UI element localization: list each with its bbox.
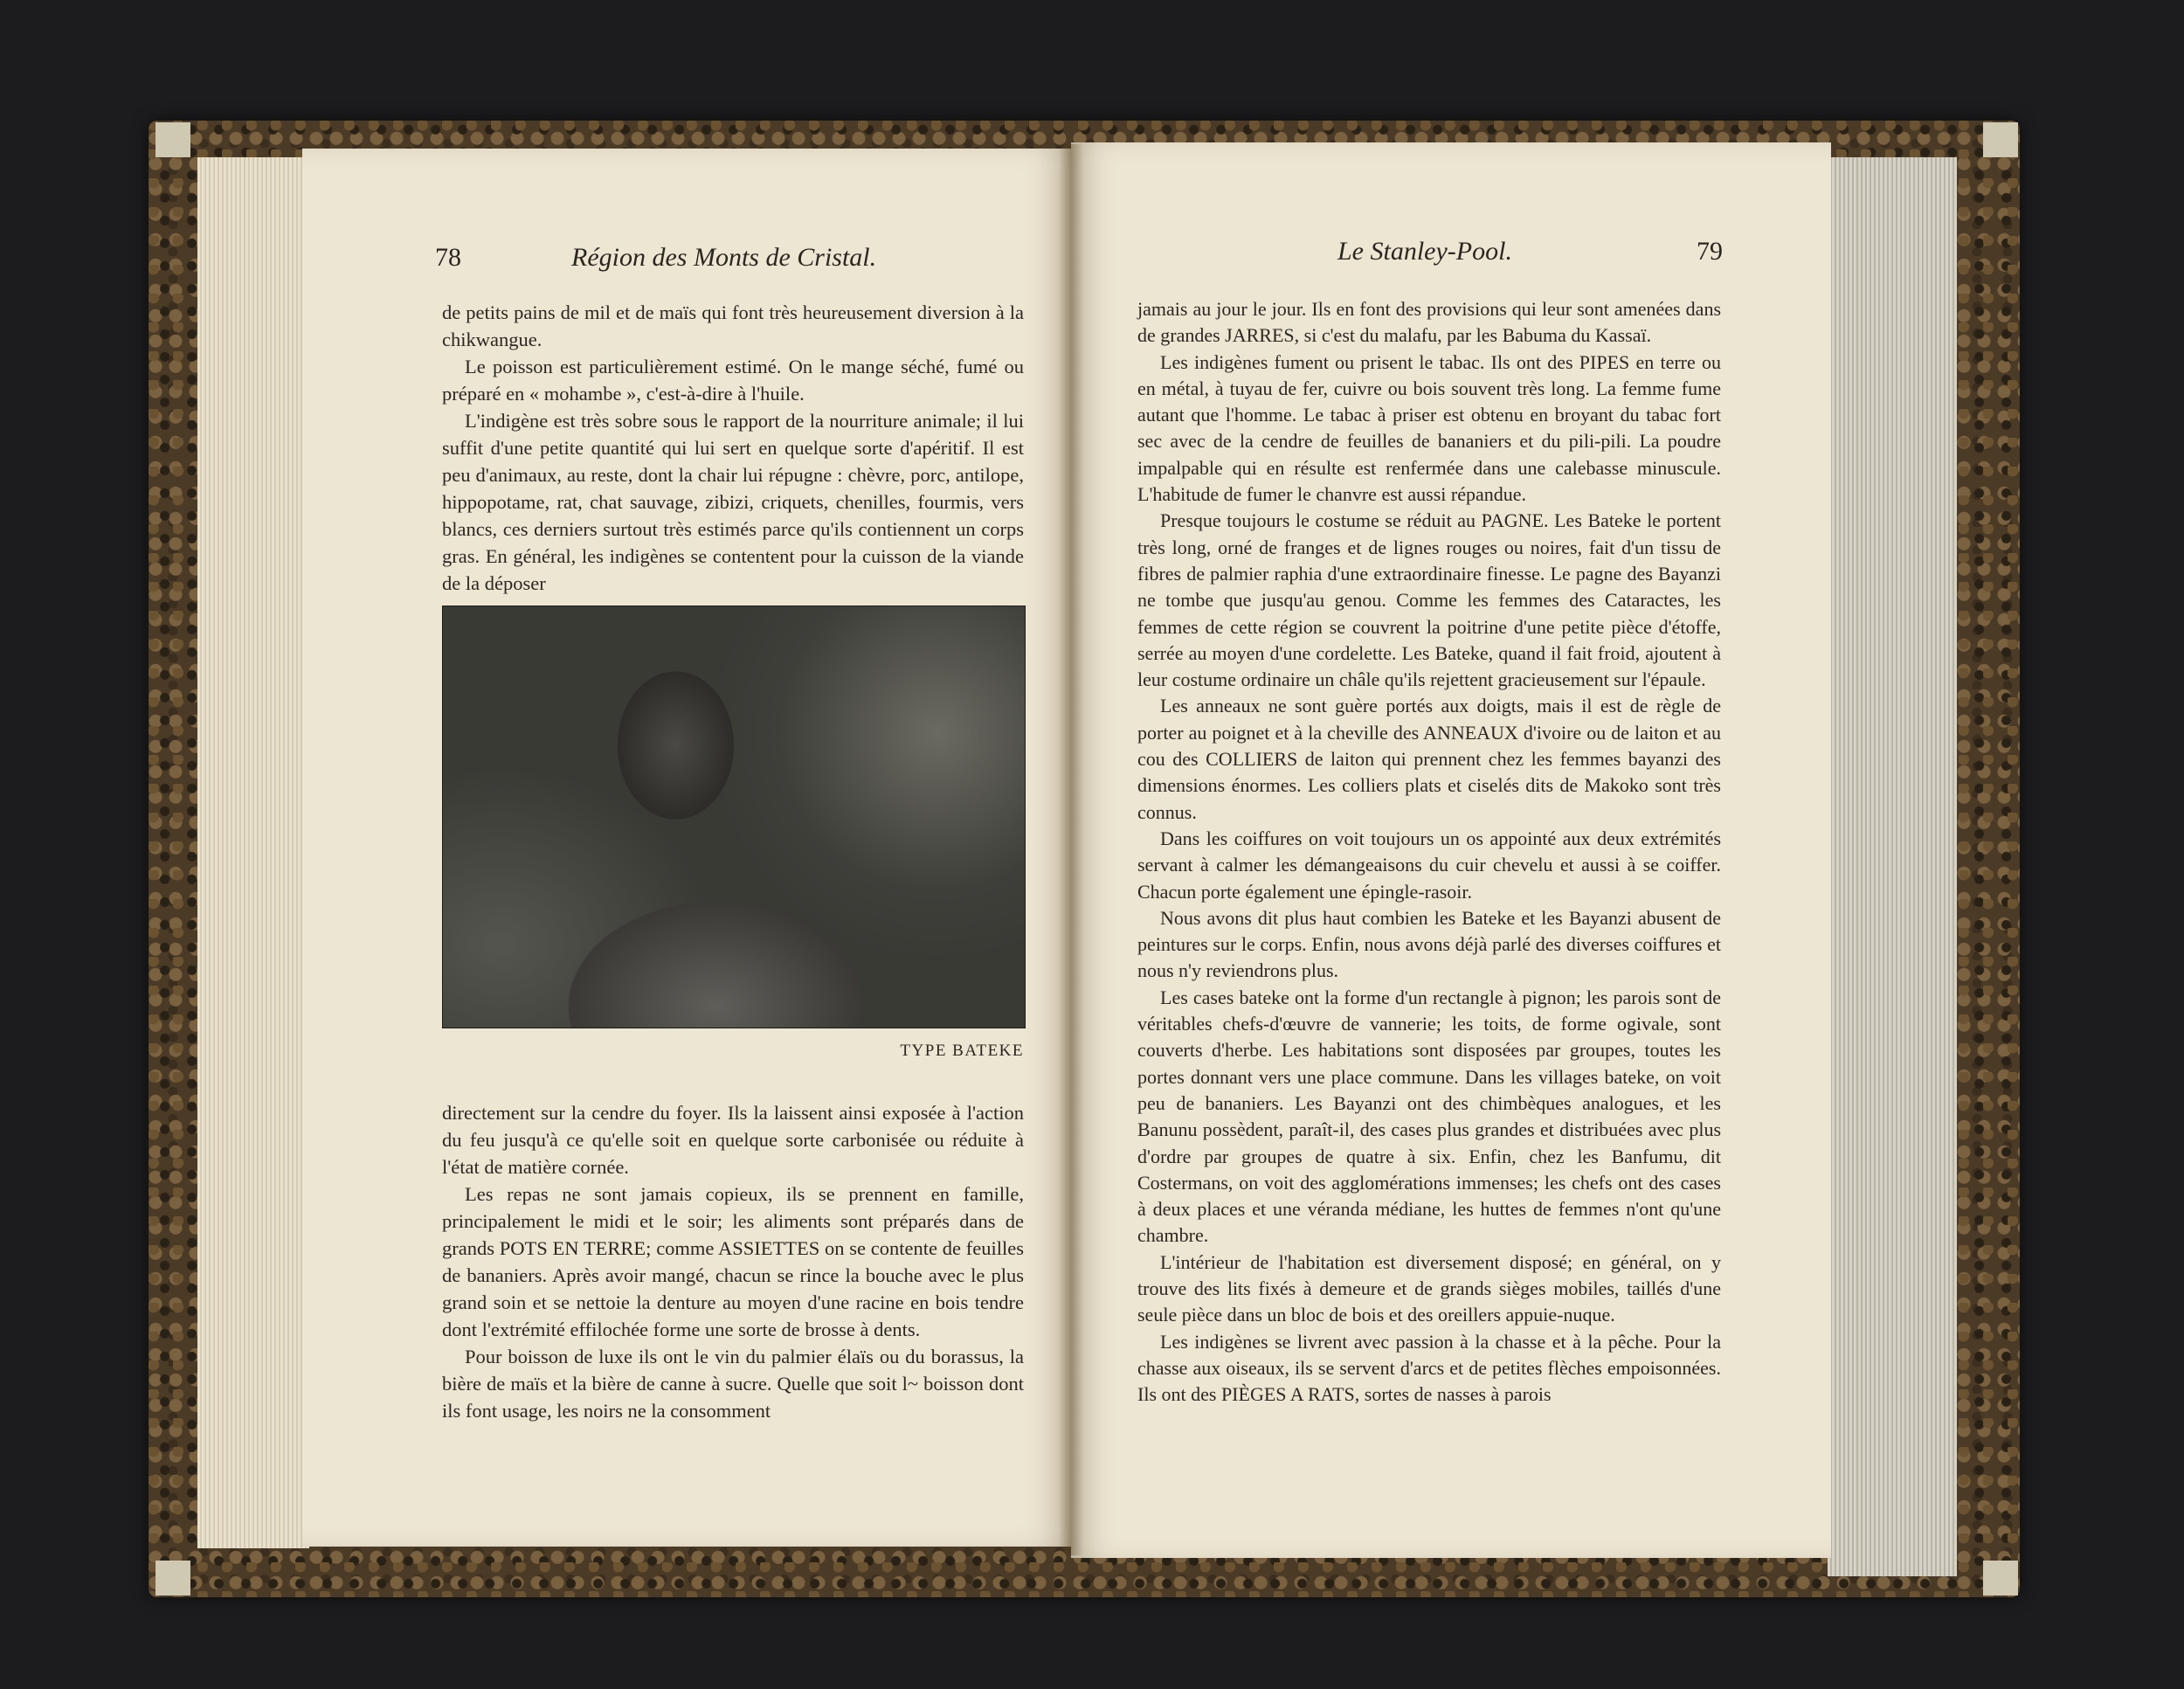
paragraph: L'indigène est très sobre sous le rapport de la nourriture animale; il lui suffit d'une petite quantité qui lui sert en quelque sorte d'apéritif. Il est peu d'animaux, au reste, dont la chair lui répugne : chèvre, porc, antilope, hippopotame, rat, chat sauvage, zibizi, criquets, chenilles, fourmis, vers blancs, ces derniers surtout très estimés parce qu'ils contiennent un corps gras. En général, les indigènes se contentent pour la cuisson de la viande de la déposer — [442, 410, 1024, 594]
cover-corner — [1983, 1561, 2018, 1596]
paragraph: Les indigènes se livrent avec passion à la chasse et à la pêche. Pour la chasse aux oiseaux, ils se servent d'arcs et de petites flèches empoisonnées. Ils ont des PIÈGES A RATS, sortes de nasses à parois — [1137, 1330, 1721, 1406]
paragraph: Dans les coiffures on voit toujours un os appointé aux deux extrémités servant à calmer les démangeaisons du cuir chevelu et aussi à se coiffer. Chacun porte également une épingle-rasoir. — [1137, 827, 1721, 903]
right-text — [1137, 296, 1721, 1408]
page-edges-left — [197, 157, 309, 1548]
paragraph: de petits pains de mil et de maïs qui font très heureusement diversion à la chikwangue. — [442, 301, 1024, 350]
cover-corner — [1983, 122, 2018, 157]
right-running-title: Le Stanley-Pool. — [1337, 237, 1512, 266]
portrait-photo — [442, 606, 1026, 1028]
right-page — [1071, 142, 1831, 1558]
book-gutter — [1059, 144, 1083, 1555]
left-page-number: 78 — [435, 243, 461, 272]
paragraph: Les indigènes fument ou prisent le tabac. Ils ont des PIPES en terre ou en métal, à tuyau de fer, cuivre ou bois souvent très long. La femme fume autant que l'homme. Le tabac à priser est obtenu en broyant du tabac fort sec avec de la cendre de feuilles de bananiers et du pili-pili. La poudre impalpable qui en résulte est renfermée dans une calebasse minuscule. L'habitude de fumer le chanvre est aussi répandue. — [1137, 350, 1721, 506]
page-edges-right — [1828, 157, 1957, 1576]
cover-corner — [156, 1561, 190, 1596]
cover-corner — [156, 122, 190, 157]
paragraph: Les repas ne sont jamais copieux, ils se prennent en famille, principalement le midi et le soir; les aliments sont préparés dans de grands POTS EN TERRE; comme ASSIETTES on se contente de feuilles de bananiers. Après avoir mangé, chacun se rince la bouche avec le plus grand soin et se nettoie la denture au moyen d'une racine en bois tendre dont l'extrémité effilochée forme une sorte de brosse à dents. — [442, 1183, 1024, 1340]
paragraph: Presque toujours le costume se réduit au PAGNE. Les Bateke le portent très long, orné de franges et de lignes rouges ou noires, fait d'un tissu de fibres de palmier raphia d'une extraordinaire finesse. Le pagne des Bayanzi ne tombe que jusqu'au genou. Comme les femmes des Cataractes, les femmes de cette région se couvrent la poitrine d'une petite pièce d'étoffe, serrée au moyen d'une cordelette. Les Bateke, quand il fait froid, ajoutent à leur costume ordinaire un châle qu'ils rejettent gracieusement sur l'épaule. — [1137, 509, 1721, 691]
paragraph: Les cases bateke ont la forme d'un rectangle à pignon; les parois sont de véritables chefs-d'œuvre de vannerie; les toits, de forme ogivale, sont couverts d'herbe. Les habitations sont disposées par groupes, toutes les portes donnant vers une place commune. Dans les villages bateke, on voit peu de bananiers. Les Bayanzi ont des chimbèques analogues, et les Banunu possèdent, paraît-il, des cases plus grandes et distribuées avec plus d'ordre par groupes de quatre à six. Enfin, chez les Banfumu, dit Costermans, on voit des agglomérations immenses; les chefs ont des cases à deux places et une véranda médiane, les huttes de femmes n'ont qu'une chambre. — [1137, 986, 1721, 1247]
paragraph: Nous avons dit plus haut combien les Bateke et les Bayanzi abusent de peintures sur le corps. Enfin, nous avons déjà parlé des diverses coiffures et nous n'y reviendrons plus. — [1137, 906, 1721, 982]
paragraph: directement sur la cendre du foyer. Ils la laissent ainsi exposée à l'action du feu jusqu'à ce qu'elle soit en quelque sorte carbonisée ou réduite à l'état de matière cornée. — [442, 1102, 1024, 1178]
photo-caption: TYPE BATEKE — [900, 1042, 1024, 1060]
right-running-head — [1071, 237, 1831, 272]
left-page — [302, 149, 1071, 1547]
paragraph: L'intérieur de l'habitation est diversement disposé; en général, on y trouve des lits fixés à demeure et de grands sièges mobiles, taillés d'une seule pièce dans un bloc de bois et des oreillers appuie-nuque. — [1137, 1250, 1721, 1326]
left-lower-text — [442, 1099, 1024, 1424]
right-page-number: 79 — [1697, 237, 1723, 266]
left-running-title: Région des Monts de Cristal. — [571, 243, 877, 272]
paragraph: Les anneaux ne sont guère portés aux doigts, mais il est de règle de porter au poignet et à la cheville des ANNEAUX d'ivoire ou de laiton et au cou des COLLIERS de laiton qui prennent chez les femmes bayanzi des dimensions énormes. Les colliers plats et ciselés dits de Makoko sont très connus. — [1137, 695, 1721, 823]
paragraph: Le poisson est particulièrement estimé. On le mange séché, fumé ou préparé en « mohambe », c'est-à-dire à l'huile. — [442, 356, 1024, 405]
left-running-head — [302, 243, 1071, 278]
paragraph: Pour boisson de luxe ils ont le vin du palmier élaïs ou du borassus, la bière de maïs et la bière de canne à sucre. Quelle que soit l~ boisson dont ils font usage, les noirs ne la consomment — [442, 1346, 1024, 1422]
paragraph: jamais au jour le jour. Ils en font des provisions qui leur sont amenées dans de grandes JARRES, si c'est du malafu, par les Babuma du Kassaï. — [1137, 298, 1721, 347]
left-upper-text — [442, 299, 1024, 597]
